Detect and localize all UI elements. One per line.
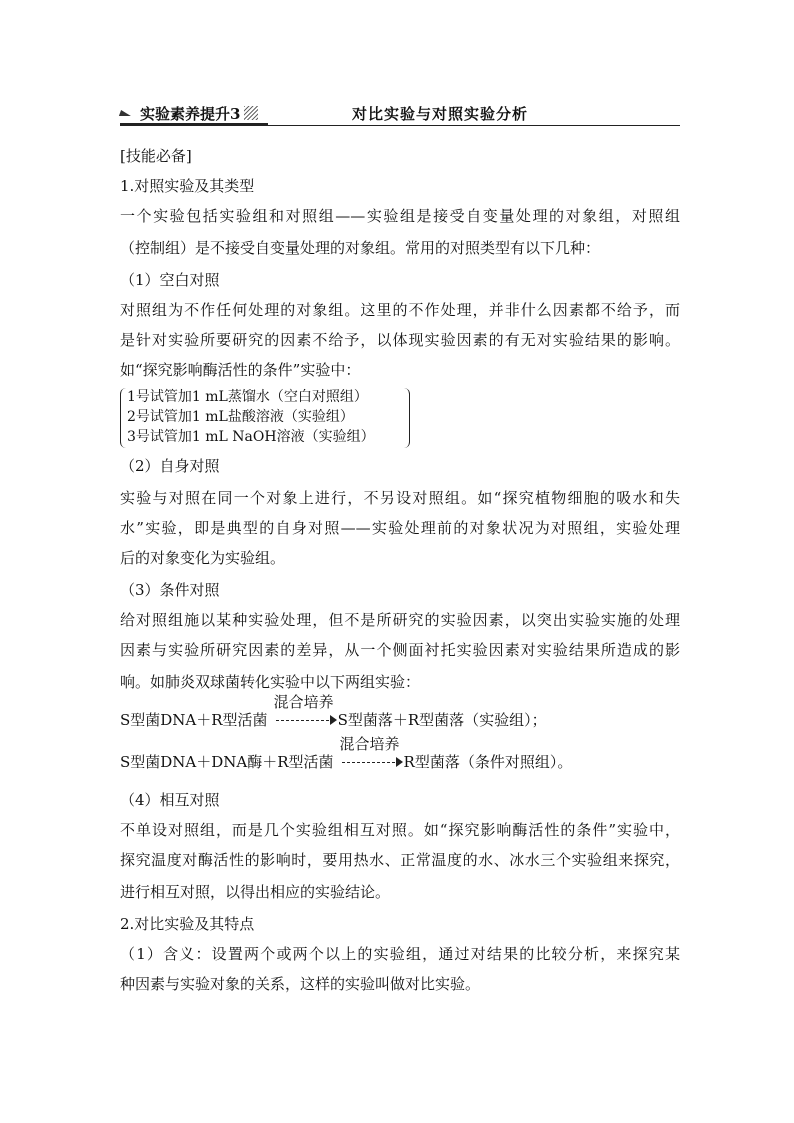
skills-heading: [技能必备] — [120, 147, 192, 165]
equation-control — [120, 735, 573, 772]
left-brace — [120, 388, 127, 448]
paragraph-line: （控制组）是不接受自变量处理的对象组。常用的对照类型有以下几种： — [120, 239, 601, 257]
tube-item: 2号试管加1 mL盐酸溶液（实验组） — [127, 409, 354, 425]
header-rule — [120, 125, 680, 126]
arrow-label: 混合培养 — [273, 693, 334, 711]
tube-item: 1号试管加1 mL蒸馏水（空白对照组） — [127, 389, 368, 405]
right-brace — [403, 388, 410, 448]
reaction-arrow — [334, 735, 404, 772]
equation-experiment — [120, 693, 547, 730]
section-tag-label: 实验素养提升3 — [140, 104, 241, 123]
subheading-4: （4）相互对照 — [120, 791, 220, 809]
paragraph-line: 因素与实验所研究因素的差异，从一个侧面衬托实验因素对实验结果所造成的影 — [120, 641, 680, 659]
arrow-label: 混合培养 — [339, 735, 400, 753]
subheading-3: （3）条件对照 — [120, 581, 220, 599]
paragraph-line: 水”实验，即是典型的自身对照——实验处理前的对象状况为对照组，实验处理 — [120, 519, 680, 537]
paragraph-line: 是针对实验所要研究的因素不给予，以体现实验因素的有无对实验结果的影响。 — [120, 331, 680, 349]
equation-left: S型菌DNA＋DNA酶＋R型活菌 — [120, 753, 334, 771]
reaction-arrow — [268, 693, 338, 730]
paragraph-line: 如“探究影响酶活性的条件”实验中： — [120, 361, 361, 379]
heading-1: 1.对照实验及其类型 — [120, 177, 255, 195]
paragraph-line: 一个实验包括实验组和对照组——实验组是接受自变量处理的对象组，对照组 — [120, 207, 680, 225]
paragraph-line: 进行相互对照，以得出相应的实验结论。 — [120, 883, 391, 901]
paragraph-line: 给对照组施以某种实验处理，但不是所研究的实验因素，以突出实验实施的处理 — [120, 611, 680, 629]
paragraph-line: 不单设对照组，而是几个实验组相互对照。如“探究影响酶活性的条件”实验中， — [120, 821, 680, 839]
arrow-head-icon — [396, 757, 403, 767]
hatch-mark-icon — [244, 106, 258, 120]
subheading-1: （1）空白对照 — [120, 271, 220, 289]
paragraph-line: 对照组为不作任何处理的对象组。这里的不作处理，并非什么因素都不给予，而 — [120, 301, 680, 319]
arrow-head-icon — [330, 715, 337, 725]
paragraph-line: 后的对象变化为实验组。 — [120, 549, 286, 567]
tube-item: 3号试管加1 mL NaOH溶液（实验组） — [127, 429, 375, 445]
paragraph-line: （1）含义：设置两个或两个以上的实验组，通过对结果的比较分析，来探究某 — [120, 945, 680, 963]
heading-2: 2.对比实验及其特点 — [120, 915, 255, 933]
paragraph-line: 探究温度对酶活性的影响时，要用热水、正常温度的水、冰水三个实验组来探究， — [120, 851, 680, 869]
paragraph-line: 种因素与实验对象的关系，这样的实验叫做对比实验。 — [120, 975, 481, 993]
section-header — [120, 103, 680, 127]
equation-left: S型菌DNA＋R型活菌 — [120, 711, 268, 729]
section-title: 对比实验与对照实验分析 — [352, 105, 529, 123]
paragraph-line: 响。如肺炎双球菌转化实验中以下两组实验： — [120, 673, 421, 691]
section-tag — [120, 103, 258, 123]
subheading-2: （2）自身对照 — [120, 457, 220, 475]
pen-mark-icon — [119, 110, 133, 116]
paragraph-line: 实验与对照在同一个对象上进行，不另设对照组。如“探究植物细胞的吸水和失 — [120, 489, 680, 507]
equation-right: R型菌落（条件对照组）。 — [403, 753, 573, 771]
equation-right: S型菌落＋R型菌落（实验组）； — [337, 711, 547, 729]
tube-list — [120, 386, 410, 452]
